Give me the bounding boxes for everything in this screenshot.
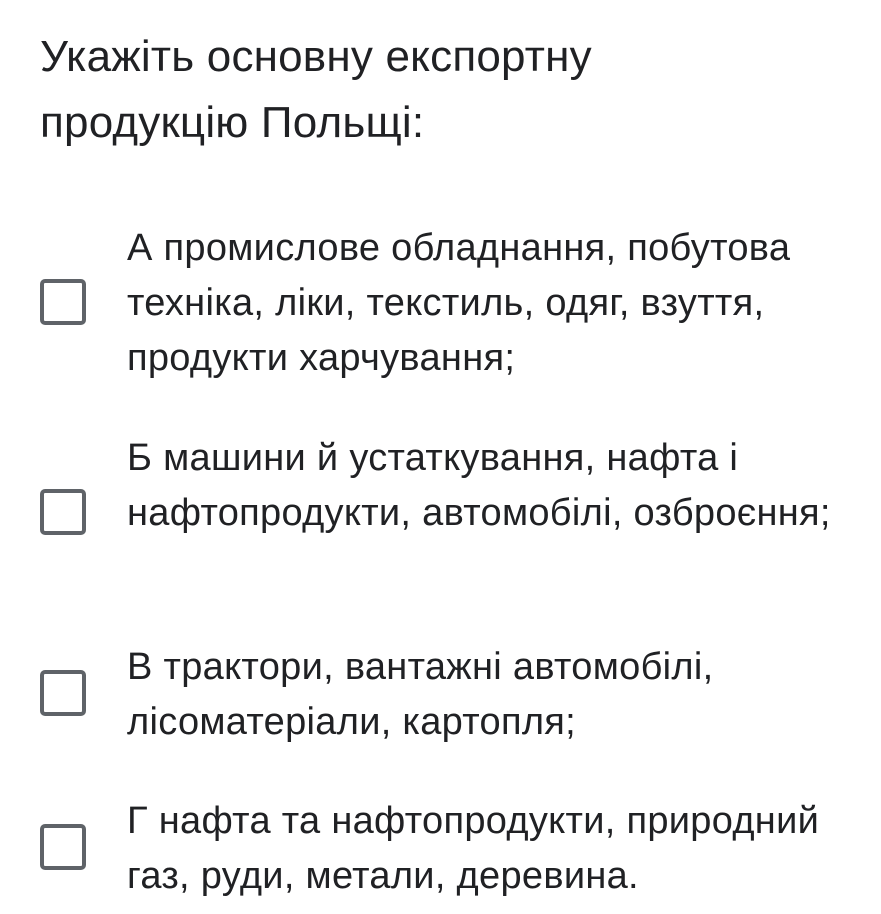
question-title: Укажіть основну експортну продукцію Польщі: bbox=[40, 32, 592, 147]
checkbox-d[interactable] bbox=[40, 824, 86, 870]
checkbox-a[interactable] bbox=[40, 279, 86, 325]
option-d-label[interactable]: Г нафта та нафтопродукти, природний газ, руди, метали, деревина. bbox=[127, 800, 820, 897]
option-b-label[interactable]: Б машини й устаткування, нафта і нафтопродукти, автомобілі, озброєння; bbox=[127, 437, 831, 534]
checkbox-c[interactable] bbox=[40, 670, 86, 716]
option-a-label[interactable]: А промислове обладнання, побутова техніка, ліки, текстиль, одяг, взуття, продукти харчування; bbox=[127, 227, 791, 379]
checkbox-b[interactable] bbox=[40, 489, 86, 535]
option-c-label[interactable]: В трактори, вантажні автомобілі, лісоматеріали, картопля; bbox=[127, 646, 714, 743]
